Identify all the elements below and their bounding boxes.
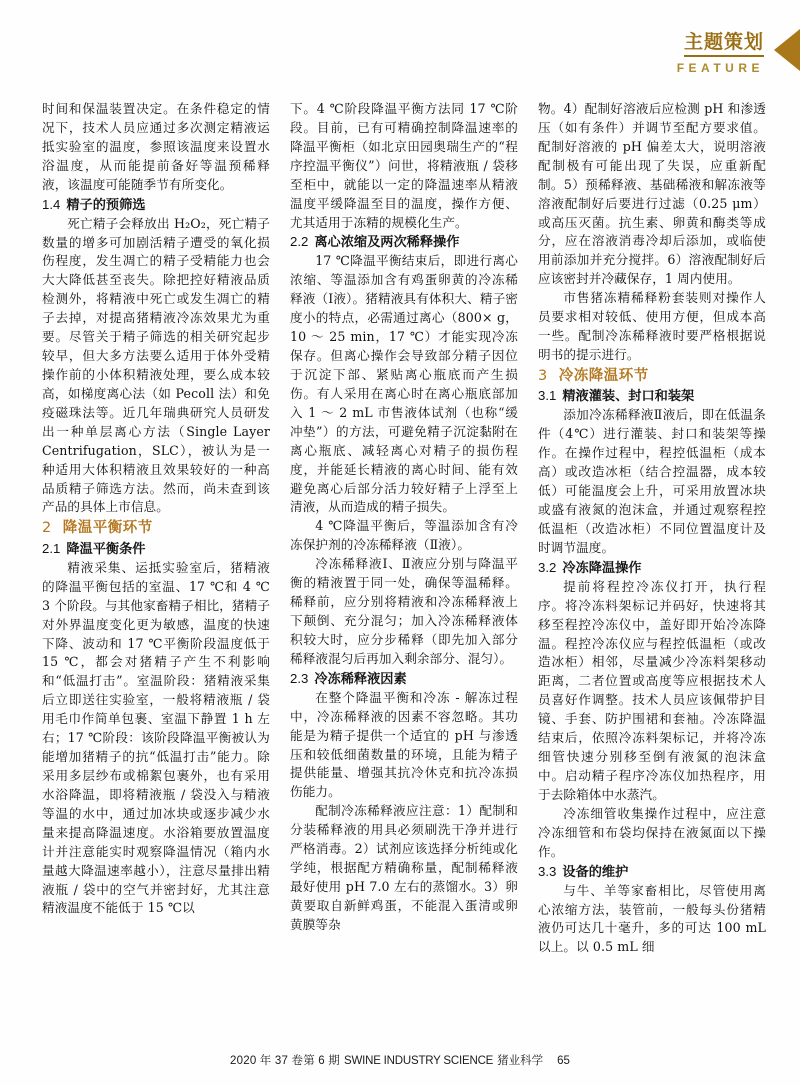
- body-paragraph: 冷冻细管收集操作过程中，应注意冷冻细管和布袋均保持在液氮面以下操作。: [538, 805, 766, 859]
- body-paragraph: 17 ℃降温平衡结束后，即进行离心浓缩、等温添加含有鸡蛋卵黄的冷冻稀释液（Ⅰ液）。猪精液具有体积大、精子密度小的特点，必需通过离心（800× g，10 ～ 25 min，17 ℃）才能实现冷冻保存。但离心操作会导致部分精子因位于沉淀下部、紧贴离心瓶底而产生损伤。有人采用在离心时在离心瓶底部加入 1 ～ 2 mL 市售液体试剂（也称“缓冲垫”）的方法，可避免精子沉淀黏附在离心瓶底、减轻离心对精子的损伤程度，并能延长精液的离心时间、能有效避免离心后部分活力较好精子上浮至上清液，从而造成的精子损失。: [290, 253, 518, 515]
- text-column-3: [538, 100, 766, 957]
- feature-masthead: [677, 22, 800, 84]
- body-paragraph: 添加冷冻稀释液Ⅱ液后，即在低温条件（4℃）进行灌装、封口和装架等操作。在操作过程中，程控低温柜（成本高）或改造冰柜（结合控温器，成本较低）可能温度会上升，可采用放置冰块或盛有液氮的泡沫盒，并通过观察程控低温柜（改造冰柜）不同位置温度计及时调节温度。: [538, 407, 766, 555]
- triangle-marker-icon: [774, 29, 800, 71]
- footer-journal-cn: 猪业科学: [497, 1053, 544, 1067]
- subsection-number: 2.2: [290, 234, 309, 250]
- body-paragraph: 在整个降温平衡和冷冻 - 解冻过程中，冷冻稀释液的因素不容忽略。其功能是为精子提供一个适宜的 pH 与渗透压和较低细菌数量的环境，且能为精子提供能量、增强其抗冷休克和抗冷冻损伤能力。: [290, 689, 518, 800]
- body-paragraph: 与牛、羊等家畜相比，尽管使用离心浓缩方法，装管前，一般每头份猪精液仍可达几十毫升，多的可达 100 mL 以上。以 0.5 mL 细: [538, 882, 766, 955]
- footer-issue: 2020 年 37 卷第 6 期: [230, 1055, 340, 1067]
- article-columns: [42, 100, 764, 957]
- body-paragraph: 市售猪冻精稀释粉套装则对操作人员要求相对较低、使用方便，但成本高一些。配制冷冻稀释液时要严格根据说明书的提示进行。: [538, 290, 766, 362]
- subsection-heading: [290, 669, 518, 689]
- masthead-title-en: FEATURE: [676, 60, 764, 75]
- section-heading: [42, 518, 270, 539]
- subsection-number: 3.2: [538, 559, 557, 575]
- subsection-heading: [290, 232, 518, 252]
- page-footer: [0, 1052, 800, 1068]
- footer-journal-en: SWINE INDUSTRY SCIENCE: [343, 1055, 494, 1067]
- masthead-title-cn: 主题策划: [684, 33, 764, 57]
- subsection-number: 3.3: [538, 863, 557, 879]
- body-paragraph: 4 ℃降温平衡后，等温添加含有冷冻保护剂的冷冻稀释液（Ⅱ液）。: [290, 518, 518, 553]
- section-heading: [538, 366, 766, 387]
- section-number: 2: [42, 520, 52, 537]
- body-paragraph: 死亡精子会释放出 H₂O₂，死亡精子数量的增多可加剧活精子遭受的氧化损伤程度，发生凋亡的精子受精能力也会大大降低甚至丧失。除把控好精液品质检测外，将精液中死亡或发生凋亡的精子去掉，对提高猪精液冷冻效果尤为重要。尽管关于精子筛选的相关研究起步较早，但大多方法要么适用于体外受精操作前的小体积精液处理，要么成本较高，如梯度离心法（如 Pecoll 法）和免疫磁珠法等。近几年瑞典研究人员研发出一种单层离心方法（Single Layer Centrifugation，SLC），被认为是一种适用大体积精液且效果较好的一种高品质精子筛选方法。然而，尚未查到该产品的具体上市信息。: [42, 215, 270, 515]
- subsection-number: 3.1: [538, 388, 557, 404]
- body-paragraph: 时间和保温装置决定。在条件稳定的情况下，技术人员应通过多次测定精液运抵实验室的温度，参照该温度来设置水浴温度，从而能提前备好等温预稀释液，该温度可能随季节有所变化。: [42, 101, 270, 192]
- text-column-2: [290, 100, 518, 957]
- subsection-heading: [42, 539, 270, 559]
- section-title: 冷冻降温环节: [558, 367, 649, 384]
- text-column-1: [42, 100, 270, 957]
- body-paragraph: 配制冷冻稀释液应注意：1）配制和分装稀释液的用具必须刷洗干净并进行严格消毒。2）试剂应该选择分析纯或化学纯，根据配方精确称量，配制稀释液最好使用 pH 7.0 左右的蒸馏水。3）卵黄要取自新鲜鸡蛋，不能混入蛋清或卵黄膜等杂: [290, 803, 518, 932]
- subsection-heading: [538, 558, 766, 578]
- subsection-title: 冷冻稀释液因素: [314, 671, 407, 687]
- subsection-title: 离心浓缩及两次稀释操作: [314, 235, 460, 251]
- section-number: 3: [538, 367, 548, 384]
- section-title: 降温平衡环节: [62, 520, 153, 537]
- subsection-title: 精子的预筛选: [66, 197, 146, 213]
- subsection-heading: [538, 386, 766, 406]
- masthead-text: [676, 30, 772, 75]
- subsection-heading: [538, 862, 766, 882]
- subsection-number: 2.3: [290, 670, 309, 686]
- subsection-title: 设备的维护: [562, 864, 629, 880]
- subsection-number: 1.4: [42, 196, 61, 212]
- body-paragraph: 提前将程控冷冻仪打开，执行程序。将冷冻料架标记并码好，快速将其移至程控冷冻仪中，盖好即开始冷冻降温。程控冷冻仪应与程控低温柜（或改造冰柜）相邻，尽量减少冷冻料架移动距离，二者位置或高度等应根据技术人员喜好作调整。技术人员应该佩带护目镜、手套、防护围裙和套袖。冷冻降温结束后，依照冷冻料架标记，并将冷冻细管快速分别移至倒有液氮的泡沫盒中。启动精子程序冷冻仪加热程序，用于去除箱体中水蒸汽。: [538, 578, 766, 802]
- subsection-heading: [42, 195, 270, 215]
- subsection-title: 精液灌装、封口和装架: [562, 389, 695, 405]
- subsection-title: 冷冻降温操作: [562, 560, 642, 576]
- body-paragraph: 物。4）配制好溶液后应检测 pH 和渗透压（如有条件）并调节至配方要求值。配制好溶液的 pH 偏差太大，说明溶液配制极有可能出现了失误，应重新配制。5）预稀释液、基础稀液和解冻液等溶液配制好后要进行过滤（0.25 μm）或高压灭菌。抗生素、卵黄和酶类等成分，应在溶液消毒冷却后添加，或临使用前添加并充分搅拌。6）溶液配制好后应该密封并冷藏保存，1 周内使用。: [538, 101, 766, 287]
- subsection-title: 降温平衡条件: [66, 541, 146, 557]
- body-paragraph: 冷冻稀释液Ⅰ、Ⅱ液应分别与降温平衡的精液置于同一处，确保等温稀释。稀释前，应分别将精液和冷冻稀释液上下颠倒、充分混匀；加入冷冻稀释液体积较大时，应分步稀释（即先加入部分稀释液混匀后再加入剩余部分、混匀）。: [290, 556, 518, 666]
- subsection-number: 2.1: [42, 540, 61, 556]
- body-paragraph: 下。4 ℃阶段降温平衡方法同 17 ℃阶段。目前，已有可精确控制降温速率的降温平衡柜（如北京田园奥瑞生产的“程序控温平衡仪”）问世，将精液瓶 / 袋移至柜中，就能以一定的降温速率从精液温度平缓降温至目的温度，操作方便、尤其适用于冻精的规模化生产。: [290, 101, 518, 230]
- footer-page-number: 65: [557, 1055, 570, 1067]
- body-paragraph: 精液采集、运抵实验室后，猪精液的降温平衡包括的室温、17 ℃和 4 ℃ 3 个阶段。与其他家畜精子相比，猪精子对外界温度变化更为敏感，温度的快速下降、波动和 17 ℃平衡阶段温度低于 15 ℃，都会对猪精子产生不利影响和“低温打击”。室温阶段：猪精液采集后立即送往实验室，一般将精液瓶 / 袋用毛巾作简单包裹、室温下静置 1 h 左右；17 ℃阶段：该阶段降温平衡被认为能增加猪精子的抗“低温打击”能力。除采用多层纱布或棉絮包裹外，也有采用水浴降温，即将精液瓶 / 袋没入与精液等温的水中，通过加冰块或逐步减少水量来提高降温速度。水浴箱要放置温度计并注意能实时观察降温情况（箱内水量越大降温速率越小），注意尽量排出精液瓶 / 袋中的空气并密封好，尤其注意精液温度不能低于 15 ℃以: [42, 559, 271, 916]
